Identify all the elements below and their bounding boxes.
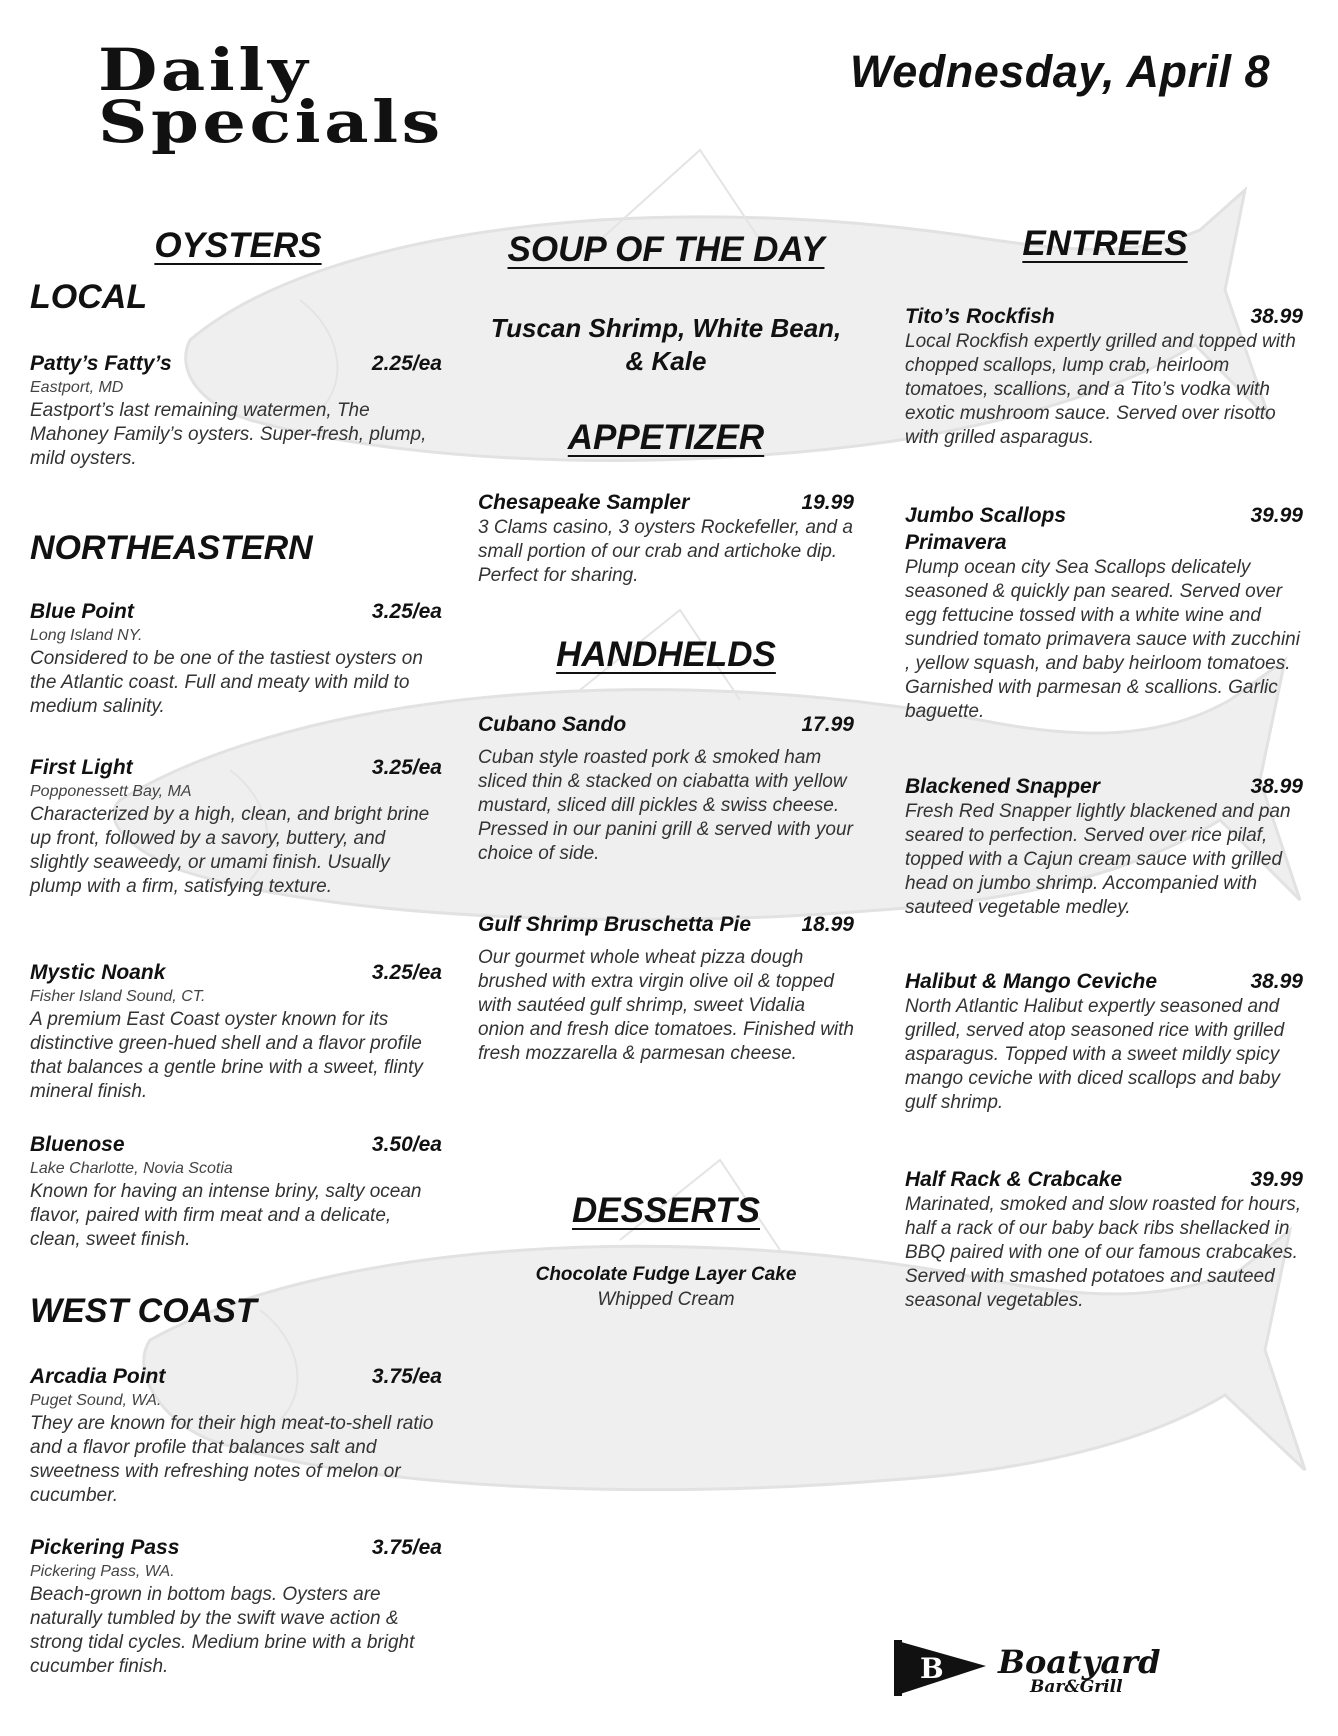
logo-tagline: Bar&Grill: [1030, 1677, 1123, 1697]
handheld-item-cubano-sando: [478, 711, 854, 866]
oyster-item-mystic-noank: [30, 959, 442, 1104]
item-price: 3.75/ea: [371, 1536, 442, 1559]
item-price: 3.25/ea: [371, 600, 442, 623]
northeastern-heading: NORTHEASTERN: [30, 529, 313, 567]
page-title: [98, 36, 444, 156]
item-description: Considered to be one of the tastiest oysters on the Atlantic coast. Full and meaty with mild to medium salinity.: [30, 648, 423, 717]
item-price: 3.25/ea: [371, 756, 442, 779]
entree-item-blackened-snapper: [905, 773, 1303, 920]
item-price: 17.99: [801, 713, 854, 736]
item-price: 19.99: [801, 491, 854, 514]
entrees-heading: ENTREES: [1022, 224, 1188, 263]
dessert-accompaniment: Whipped Cream: [597, 1289, 735, 1310]
oyster-item-first-light: [30, 754, 442, 899]
item-description: North Atlantic Halibut expertly seasoned and grilled, served atop seasoned rice with grilled asparagus. Topped with a sweet mildly spicy mango ceviche with diced scallops and baby gulf shrimp.: [905, 996, 1285, 1113]
item-name: Bluenose: [30, 1133, 125, 1156]
item-origin: Fisher Island Sound, CT.: [30, 988, 206, 1005]
item-description: 3 Clams casino, 3 oysters Rockefeller, and a small portion of our crab and artichoke dip. Perfect for sharing.: [478, 517, 853, 586]
entree-item-half-rack-crabcake: [905, 1166, 1303, 1313]
item-name: Chesapeake Sampler: [478, 491, 690, 514]
soup-of-the-day: Tuscan Shrimp, White Bean, & Kale: [490, 313, 842, 376]
title-line-1: Daily: [98, 36, 312, 104]
item-price: 39.99: [1250, 504, 1303, 527]
logo-brand: Boatyard: [998, 1643, 1161, 1681]
item-price: 3.25/ea: [371, 961, 442, 984]
item-description: Local Rockfish expertly grilled and topped with chopped scallops, lump crab, heirloom tomatoes, scallions, and a Tito’s vodka with exotic mushroom sauce. Served over risotto with grilled asparagus.: [905, 331, 1296, 448]
item-price: 38.99: [1250, 305, 1303, 328]
item-origin: Eastport, MD: [30, 379, 124, 396]
item-name: Patty’s Fatty’s: [30, 352, 172, 375]
title-line-2: Specials: [98, 88, 444, 156]
item-price: 38.99: [1250, 970, 1303, 993]
menu-date: Wednesday, April 8: [850, 46, 1270, 97]
pennant-flag-icon: [890, 1636, 990, 1700]
item-name: Jumbo Scallops Primavera: [905, 504, 1067, 554]
item-description: Known for having an intense briny, salty ocean flavor, paired with firm meat and a delicate, clean, sweet finish.: [30, 1181, 422, 1250]
item-price: 18.99: [801, 913, 854, 936]
soup-heading: SOUP OF THE DAY: [507, 230, 825, 269]
dessert-item: [478, 1262, 854, 1312]
item-description: Fresh Red Snapper lightly blackened and pan seared to perfection. Served over rice pilaf, topped with a Cajun cream sauce with grilled head on jumbo shrimp. Accompanied with sauteed vegetable medley.: [905, 801, 1291, 918]
item-description: Marinated, smoked and slow roasted for hours, half a rack of our baby back ribs shellacked in BBQ paired with one of our famous crabcakes. Served with smashed potatoes and sauteed seasonal vegetables.: [905, 1194, 1302, 1311]
oyster-item-blue-point: [30, 598, 442, 719]
oyster-item-pickering-pass: [30, 1534, 442, 1679]
item-name: Halibut & Mango Ceviche: [905, 970, 1158, 993]
item-name: Blue Point: [30, 600, 134, 623]
item-price: 38.99: [1250, 775, 1303, 798]
oyster-item-pattys-fattys: [30, 350, 442, 471]
item-name: Half Rack & Crabcake: [905, 1168, 1123, 1191]
west-coast-heading: WEST COAST: [30, 1292, 257, 1330]
item-origin: Puget Sound, WA.: [30, 1392, 162, 1409]
dessert-name: Chocolate Fudge Layer Cake: [535, 1264, 797, 1285]
item-name: Arcadia Point: [30, 1365, 166, 1388]
item-description: Our gourmet whole wheat pizza dough brushed with extra virgin olive oil & topped with sautéed gulf shrimp, sweet Vidalia onion and fresh dice tomatoes. Finished with fresh mozzarella & parmesan cheese.: [478, 947, 854, 1064]
item-origin: Pickering Pass, WA.: [30, 1563, 175, 1580]
appetizer-item-chesapeake-sampler: [478, 489, 854, 588]
item-name: Gulf Shrimp Bruschetta Pie: [478, 913, 752, 936]
item-description: Cuban style roasted pork & smoked ham sliced thin & stacked on ciabatta with yellow mustard, sliced dill pickles & swiss cheese. Pressed in our panini grill & served with your choice of side.: [478, 747, 853, 864]
item-description: Plump ocean city Sea Scallops delicately seasoned & quickly pan seared. Served over egg fettucine tossed with a white wine and sundried tomato primavera sauce with zucchini , yellow squash, and baby heirloom tomatoes. Garnished with parmesan & scallions. Garlic baguette.: [905, 557, 1300, 722]
item-name: Blackened Snapper: [905, 775, 1100, 798]
entree-item-jumbo-scallops-primavera: [905, 502, 1303, 724]
appetizer-heading: APPETIZER: [567, 418, 765, 457]
item-name: First Light: [30, 756, 133, 779]
item-price: 3.50/ea: [371, 1133, 442, 1156]
boatyard-logo: [890, 1636, 1210, 1704]
local-heading: LOCAL: [30, 278, 148, 316]
oyster-item-arcadia-point: [30, 1363, 442, 1508]
logo-mark: B: [920, 1652, 944, 1685]
item-price: 39.99: [1250, 1168, 1303, 1191]
item-description: Eastport’s last remaining watermen, The Mahoney Family’s oysters. Super-fresh, plump, mild oysters.: [30, 400, 427, 469]
entree-item-titos-rockfish: [905, 303, 1303, 450]
oysters-heading: OYSTERS: [154, 226, 322, 265]
item-description: They are known for their high meat-to-shell ratio and a flavor profile that balances salt and sweetness with refreshing notes of melon or cucumber.: [30, 1413, 434, 1506]
handheld-item-gulf-shrimp-bruschetta-pie: [478, 911, 854, 1066]
item-description: Characterized by a high, clean, and bright brine up front, followed by a savory, buttery, and slightly seaweedy, or umami finish. Usually plump with a firm, satisfying texture.: [30, 804, 430, 897]
item-name: Mystic Noank: [30, 961, 166, 984]
item-origin: Popponessett Bay, MA: [30, 783, 192, 800]
entree-item-halibut-mango-ceviche: [905, 968, 1303, 1115]
desserts-heading: DESSERTS: [571, 1191, 761, 1230]
item-description: Beach-grown in bottom bags. Oysters are naturally tumbled by the swift wave action & strong tidal cycles. Medium brine with a bright cucumber finish.: [30, 1584, 415, 1677]
item-origin: Lake Charlotte, Novia Scotia: [30, 1160, 233, 1177]
item-description: A premium East Coast oyster known for its distinctive green-hued shell and a flavor profile that balances a gentle brine with a sweet, flinty mineral finish.: [30, 1009, 423, 1102]
oyster-item-bluenose: [30, 1131, 442, 1252]
item-name: Cubano Sando: [478, 713, 627, 736]
item-name: Pickering Pass: [30, 1536, 180, 1559]
item-price: 2.25/ea: [371, 352, 442, 375]
item-price: 3.75/ea: [371, 1365, 442, 1388]
item-origin: Long Island NY.: [30, 627, 143, 644]
item-name: Tito’s Rockfish: [905, 305, 1055, 328]
handhelds-heading: HANDHELDS: [556, 635, 776, 674]
